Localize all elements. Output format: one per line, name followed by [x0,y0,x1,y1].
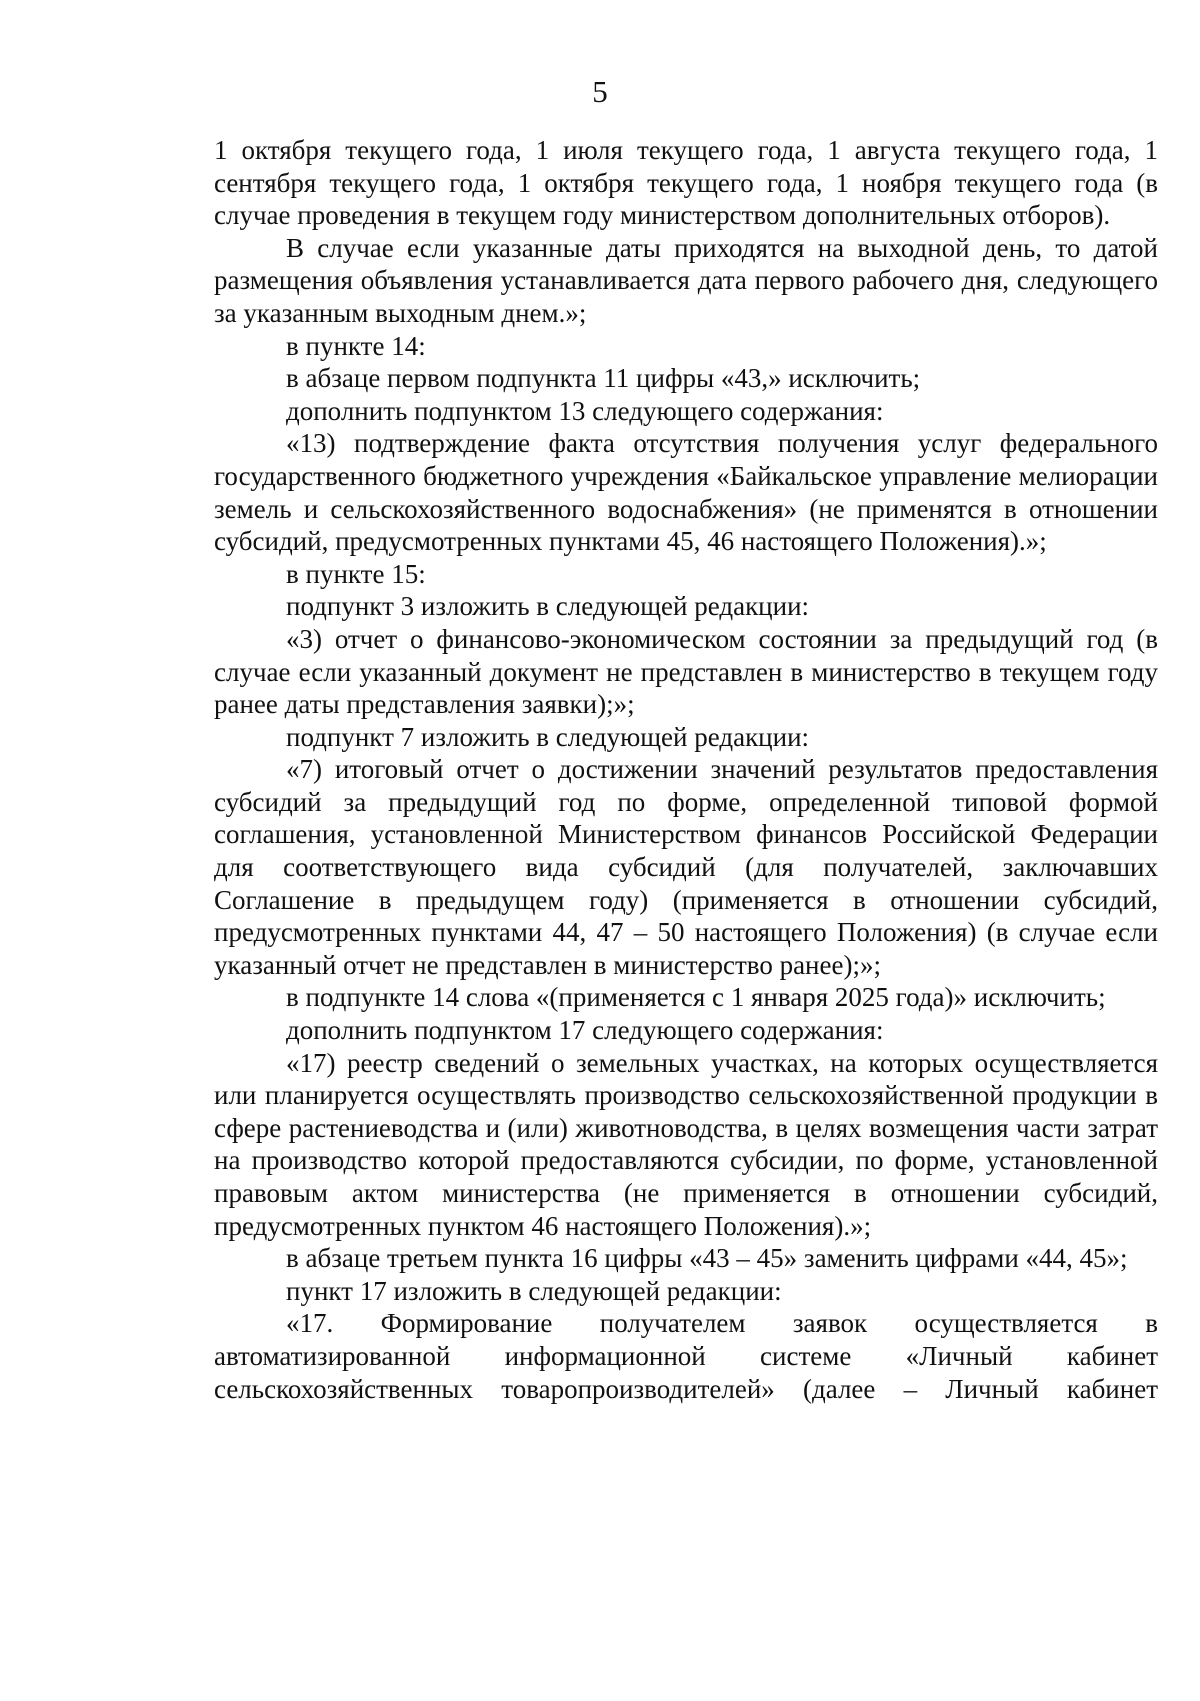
paragraph-subpoint-7-text: «7) итоговый отчет о достижении значений результатов предоставления субсидий за предыдущий год по форме, определенной типовой формой соглашения, установленной Министерством финансов Российской Федерации для соответствующего вида субсидий (для получателей, заключавших Соглашение в предыдущем году) (применяется в отношении субсидий, предусмотренных пунктами 44, 47 – 50 настоящего Положения) (в случае если указанный отчет не представлен в министерство ранее);»; [214,754,1158,980]
paragraph-add-subpoint-17: дополнить подпунктом 17 следующего содержания: [286,1015,884,1046]
paragraph-dates-list: 1 октября текущего года, 1 июля текущего года, 1 августа текущего года, 1 сентября текущего года, 1 октября текущего года, 1 ноября текущего года (в случае проведения в текущем году министерством дополнительных отборов). [214,135,1158,231]
paragraph-weekend-rule: В случае если указанные даты приходятся на выходной день, то датой размещения объявления устанавливается дата первого рабочего дня, следующего за указанным выходным днем.»; [214,232,1158,328]
paragraph-subpoint-14: в подпункте 14 слова «(применяется с 1 января 2025 года)» исключить; [286,982,1106,1013]
paragraph-point-15: в пункте 15: [286,558,426,589]
paragraph-subpoint-3-text: «3) отчет о финансово-экономическом состоянии за предыдущий год (в случае если указанный документ не представлен в министерство в текущем году ранее даты представления заявки);»; [214,623,1158,720]
paragraph-point-17-text: «17. Формирование получателем заявок осуществляется в автоматизированной информационной системе «Личный кабинет сельскохозяйственных товаропроизводителей» (далее – Личный кабинет [214,1308,1158,1404]
paragraph-subpoint-7-heading: подпункт 7 изложить в следующей редакции: [286,721,810,752]
paragraph-subpoint-11: в абзаце первом подпункта 11 цифры «43,» исключить; [286,363,921,394]
document-body [214,134,1158,1405]
paragraph-point-17-heading: пункт 17 изложить в следующей редакции: [286,1275,782,1306]
paragraph-subpoint-13-text: «13) подтверждение факта отсутствия получения услуг федерального государственного бюджетного учреждения «Байкальское управление мелиорации земель и сельскохозяйственного водоснабжения» (не применятся в отношении субсидий, предусмотренных пунктами 45, 46 настоящего Положения).»; [214,428,1158,557]
paragraph-point-14: в пункте 14: [286,330,426,361]
paragraph-point-16: в абзаце третьем пункта 16 цифры «43 – 45» заменить цифрами «44, 45»; [286,1243,1128,1274]
paragraph-subpoint-3-heading: подпункт 3 изложить в следующей редакции: [286,591,810,622]
paragraph-add-subpoint-13: дополнить подпунктом 13 следующего содержания: [286,395,884,426]
paragraph-subpoint-17-text: «17) реестр сведений о земельных участках, на которых осуществляется или планируется осуществлять производство сельскохозяйственной продукции в сфере растениеводства и (или) животноводства, в целях возмещения части затрат на производство которой предоставляются субсидии, по форме, установленной правовым актом министерства (не применяется в отношении субсидий, предусмотренных пунктом 46 настоящего Положения).»; [214,1047,1158,1241]
page-number: 5 [592,74,608,109]
